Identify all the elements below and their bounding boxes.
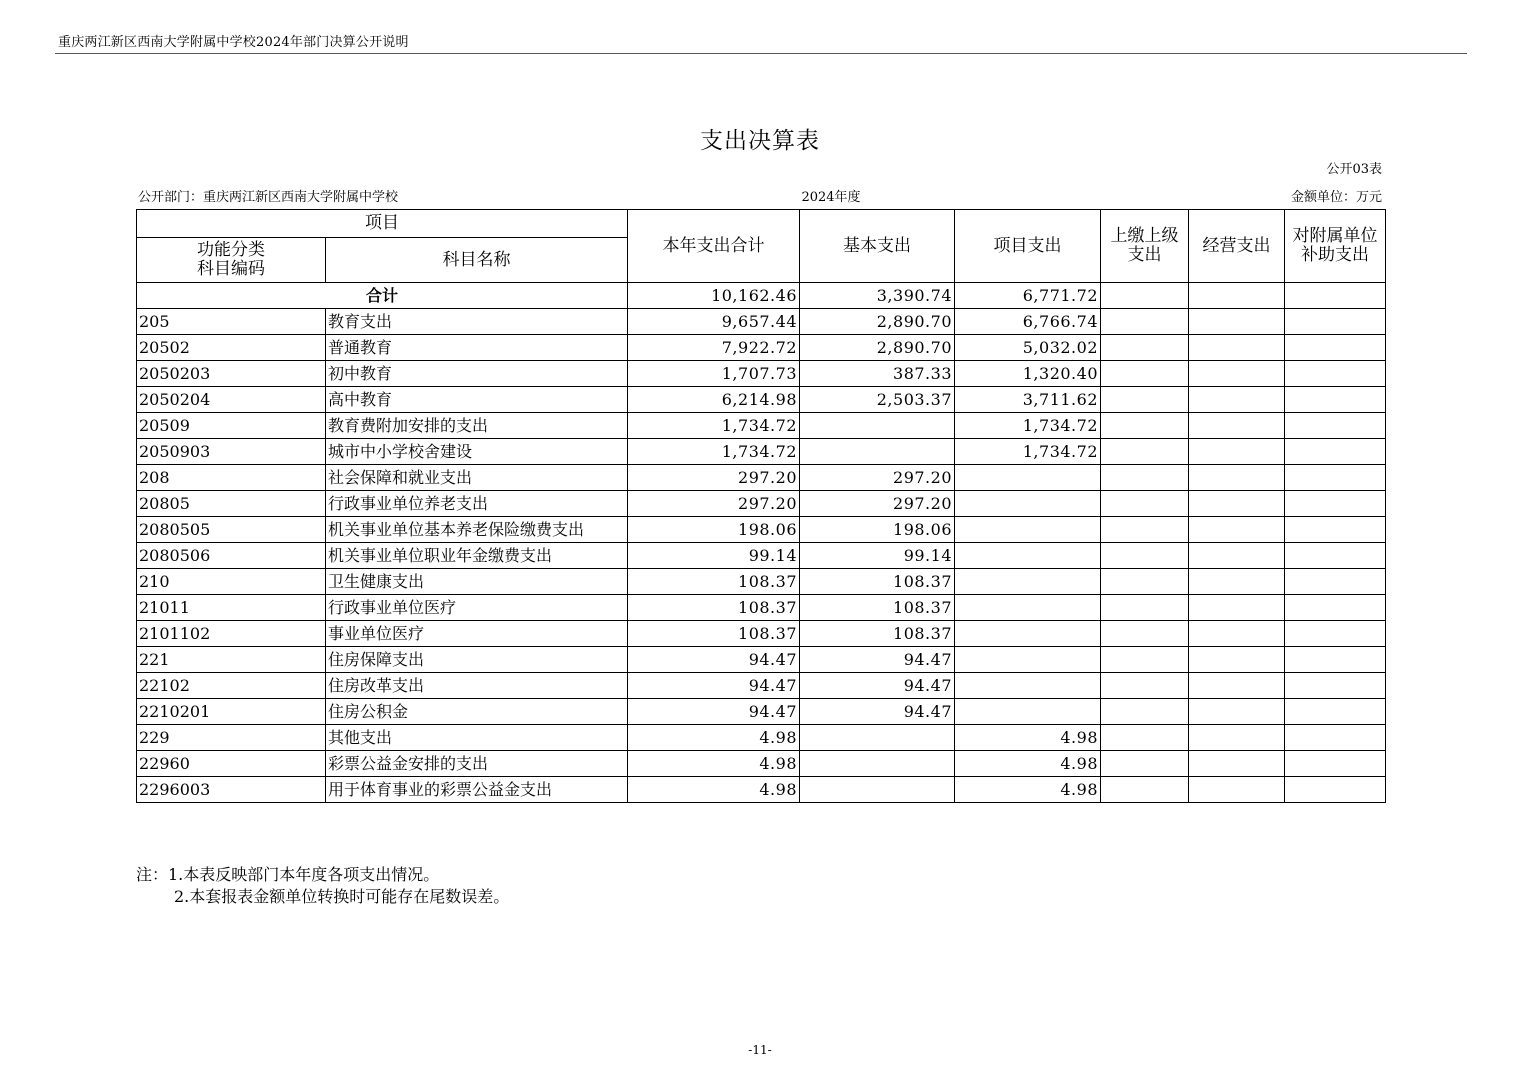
cell-project (955, 647, 1101, 673)
cell-business (1189, 751, 1285, 777)
cell-project (955, 491, 1101, 517)
cell-basic: 94.47 (800, 647, 955, 673)
cell-total: 108.37 (628, 595, 800, 621)
table-row-total (137, 283, 1386, 309)
cell-total: 94.47 (628, 673, 800, 699)
cell-project: 4.98 (955, 725, 1101, 751)
cell-business (1189, 387, 1285, 413)
cell-upper (1101, 283, 1189, 309)
table-row (137, 725, 1386, 751)
table-row (137, 543, 1386, 569)
cell-basic: 108.37 (800, 621, 955, 647)
cell-total: 297.20 (628, 465, 800, 491)
cell-basic: 108.37 (800, 569, 955, 595)
cell-total: 198.06 (628, 517, 800, 543)
cell-code: 21011 (137, 595, 326, 621)
cell-name: 城市中小学校舍建设 (326, 439, 628, 465)
cell-name: 用于体育事业的彩票公益金支出 (326, 777, 628, 803)
table-row (137, 517, 1386, 543)
cell-business (1189, 647, 1285, 673)
cell-basic: 94.47 (800, 699, 955, 725)
cell-project (955, 621, 1101, 647)
cell-total: 108.37 (628, 569, 800, 595)
cell-basic: 3,390.74 (800, 283, 955, 309)
cell-business (1189, 309, 1285, 335)
cell-subsidy (1285, 361, 1386, 387)
cell-total: 1,734.72 (628, 439, 800, 465)
form-number: 公开03表 (1326, 162, 1382, 177)
cell-subsidy (1285, 517, 1386, 543)
table-row (137, 673, 1386, 699)
cell-total: 4.98 (628, 777, 800, 803)
table-title: 支出决算表 (700, 128, 820, 154)
cell-code: 2101102 (137, 621, 326, 647)
table-row (137, 491, 1386, 517)
cell-code: 2296003 (137, 777, 326, 803)
cell-project: 1,734.72 (955, 439, 1101, 465)
cell-business (1189, 465, 1285, 491)
cell-project: 4.98 (955, 751, 1101, 777)
note-line: 2.本套报表金额单位转换时可能存在尾数误差。 (174, 887, 510, 906)
cell-subsidy (1285, 387, 1386, 413)
header-business: 经营支出 (1189, 210, 1285, 283)
table-row (137, 335, 1386, 361)
cell-business (1189, 543, 1285, 569)
cell-subsidy (1285, 309, 1386, 335)
cell-total: 297.20 (628, 491, 800, 517)
cell-code: 20502 (137, 335, 326, 361)
table-row (137, 439, 1386, 465)
cell-total: 94.47 (628, 647, 800, 673)
cell-subsidy (1285, 751, 1386, 777)
cell-business (1189, 673, 1285, 699)
cell-total: 1,707.73 (628, 361, 800, 387)
cell-code: 20509 (137, 413, 326, 439)
running-header: 重庆两江新区西南大学附属中学校2024年部门决算公开说明 (58, 35, 409, 50)
cell-name: 事业单位医疗 (326, 621, 628, 647)
cell-subsidy (1285, 569, 1386, 595)
cell-upper (1101, 777, 1189, 803)
cell-name: 行政事业单位医疗 (326, 595, 628, 621)
cell-business (1189, 413, 1285, 439)
cell-business (1189, 621, 1285, 647)
cell-name: 行政事业单位养老支出 (326, 491, 628, 517)
cell-business (1189, 361, 1285, 387)
cell-upper (1101, 439, 1189, 465)
table-row (137, 413, 1386, 439)
cell-project: 4.98 (955, 777, 1101, 803)
cell-business (1189, 335, 1285, 361)
cell-code: 2050203 (137, 361, 326, 387)
cell-basic: 94.47 (800, 673, 955, 699)
cell-name: 机关事业单位基本养老保险缴费支出 (326, 517, 628, 543)
cell-business (1189, 595, 1285, 621)
cell-code: 2210201 (137, 699, 326, 725)
cell-name: 住房公积金 (326, 699, 628, 725)
cell-subsidy (1285, 283, 1386, 309)
cell-name: 彩票公益金安排的支出 (326, 751, 628, 777)
cell-subsidy (1285, 725, 1386, 751)
header-name: 科目名称 (326, 238, 628, 283)
cell-upper (1101, 361, 1189, 387)
cell-upper (1101, 673, 1189, 699)
cell-upper (1101, 725, 1189, 751)
cell-upper (1101, 517, 1189, 543)
cell-subsidy (1285, 465, 1386, 491)
cell-name: 普通教育 (326, 335, 628, 361)
cell-upper (1101, 413, 1189, 439)
expenditure-table (136, 209, 1386, 803)
cell-upper (1101, 543, 1189, 569)
cell-total: 99.14 (628, 543, 800, 569)
cell-code: 22102 (137, 673, 326, 699)
cell-basic (800, 777, 955, 803)
cell-project: 3,711.62 (955, 387, 1101, 413)
table-row (137, 465, 1386, 491)
cell-subsidy (1285, 777, 1386, 803)
cell-upper (1101, 595, 1189, 621)
cell-subsidy (1285, 543, 1386, 569)
cell-project: 6,766.74 (955, 309, 1101, 335)
cell-name: 住房改革支出 (326, 673, 628, 699)
table-row (137, 309, 1386, 335)
table-notes (136, 864, 509, 908)
cell-code: 2080506 (137, 543, 326, 569)
cell-subsidy (1285, 621, 1386, 647)
cell-basic: 2,890.70 (800, 335, 955, 361)
cell-subsidy (1285, 335, 1386, 361)
cell-business (1189, 699, 1285, 725)
cell-total: 9,657.44 (628, 309, 800, 335)
cell-basic: 108.37 (800, 595, 955, 621)
cell-business (1189, 491, 1285, 517)
cell-total: 10,162.46 (628, 283, 800, 309)
cell-subsidy (1285, 673, 1386, 699)
cell-code: 2050903 (137, 439, 326, 465)
cell-business (1189, 725, 1285, 751)
cell-upper (1101, 751, 1189, 777)
cell-project: 1,320.40 (955, 361, 1101, 387)
table-row (137, 569, 1386, 595)
cell-subsidy (1285, 647, 1386, 673)
cell-project (955, 517, 1101, 543)
cell-code: 221 (137, 647, 326, 673)
table-row (137, 699, 1386, 725)
cell-total: 6,214.98 (628, 387, 800, 413)
table-row (137, 777, 1386, 803)
cell-project (955, 569, 1101, 595)
table-row (137, 647, 1386, 673)
fiscal-year: 2024年度 (801, 190, 861, 205)
cell-name: 教育费附加安排的支出 (326, 413, 628, 439)
cell-total: 4.98 (628, 725, 800, 751)
cell-project (955, 543, 1101, 569)
cell-business (1189, 283, 1285, 309)
table-row (137, 595, 1386, 621)
department-label: 公开部门：重庆两江新区西南大学附属中学校 (138, 190, 399, 205)
header-upper-payment: 上缴上级 支出 (1101, 210, 1189, 283)
header-divider (55, 53, 1467, 54)
cell-subsidy (1285, 595, 1386, 621)
cell-basic (800, 413, 955, 439)
cell-total: 4.98 (628, 751, 800, 777)
header-code: 功能分类 科目编码 (137, 238, 326, 283)
cell-basic: 387.33 (800, 361, 955, 387)
cell-basic: 99.14 (800, 543, 955, 569)
cell-code: 208 (137, 465, 326, 491)
cell-total: 94.47 (628, 699, 800, 725)
cell-code: 20805 (137, 491, 326, 517)
cell-total: 7,922.72 (628, 335, 800, 361)
header-basic: 基本支出 (800, 210, 955, 283)
header-subsidy: 对附属单位 补助支出 (1285, 210, 1386, 283)
total-label: 合计 (137, 283, 628, 309)
cell-code: 205 (137, 309, 326, 335)
page-number: -11- (748, 1043, 772, 1057)
cell-subsidy (1285, 413, 1386, 439)
header-total: 本年支出合计 (628, 210, 800, 283)
cell-basic: 2,890.70 (800, 309, 955, 335)
cell-upper (1101, 569, 1189, 595)
table-row (137, 387, 1386, 413)
table-row (137, 621, 1386, 647)
cell-name: 社会保障和就业支出 (326, 465, 628, 491)
table-meta (136, 186, 1382, 204)
cell-upper (1101, 465, 1189, 491)
cell-code: 229 (137, 725, 326, 751)
cell-basic: 198.06 (800, 517, 955, 543)
cell-name: 高中教育 (326, 387, 628, 413)
table-row (137, 361, 1386, 387)
cell-business (1189, 569, 1285, 595)
cell-project (955, 673, 1101, 699)
cell-name: 机关事业单位职业年金缴费支出 (326, 543, 628, 569)
cell-name: 卫生健康支出 (326, 569, 628, 595)
cell-basic (800, 439, 955, 465)
cell-upper (1101, 699, 1189, 725)
cell-project: 1,734.72 (955, 413, 1101, 439)
cell-basic (800, 751, 955, 777)
cell-upper (1101, 309, 1189, 335)
cell-business (1189, 439, 1285, 465)
cell-upper (1101, 621, 1189, 647)
cell-total: 1,734.72 (628, 413, 800, 439)
amount-unit: 金额单位：万元 (1290, 190, 1382, 205)
cell-code: 210 (137, 569, 326, 595)
cell-upper (1101, 387, 1189, 413)
cell-name: 住房保障支出 (326, 647, 628, 673)
cell-project (955, 699, 1101, 725)
cell-subsidy (1285, 699, 1386, 725)
header-project-expenditure: 项目支出 (955, 210, 1101, 283)
cell-name: 其他支出 (326, 725, 628, 751)
cell-business (1189, 777, 1285, 803)
cell-project (955, 595, 1101, 621)
cell-total: 108.37 (628, 621, 800, 647)
cell-basic: 297.20 (800, 465, 955, 491)
cell-basic (800, 725, 955, 751)
cell-basic: 297.20 (800, 491, 955, 517)
cell-upper (1101, 335, 1189, 361)
cell-business (1189, 517, 1285, 543)
cell-project (955, 465, 1101, 491)
note-line: 注：1.本表反映部门本年度各项支出情况。 (136, 865, 440, 884)
cell-basic: 2,503.37 (800, 387, 955, 413)
cell-code: 2050204 (137, 387, 326, 413)
cell-upper (1101, 491, 1189, 517)
cell-project: 5,032.02 (955, 335, 1101, 361)
header-project: 项目 (137, 210, 628, 238)
cell-upper (1101, 647, 1189, 673)
cell-code: 22960 (137, 751, 326, 777)
table-row (137, 751, 1386, 777)
cell-name: 初中教育 (326, 361, 628, 387)
cell-subsidy (1285, 439, 1386, 465)
cell-subsidy (1285, 491, 1386, 517)
cell-name: 教育支出 (326, 309, 628, 335)
cell-code: 2080505 (137, 517, 326, 543)
cell-project: 6,771.72 (955, 283, 1101, 309)
